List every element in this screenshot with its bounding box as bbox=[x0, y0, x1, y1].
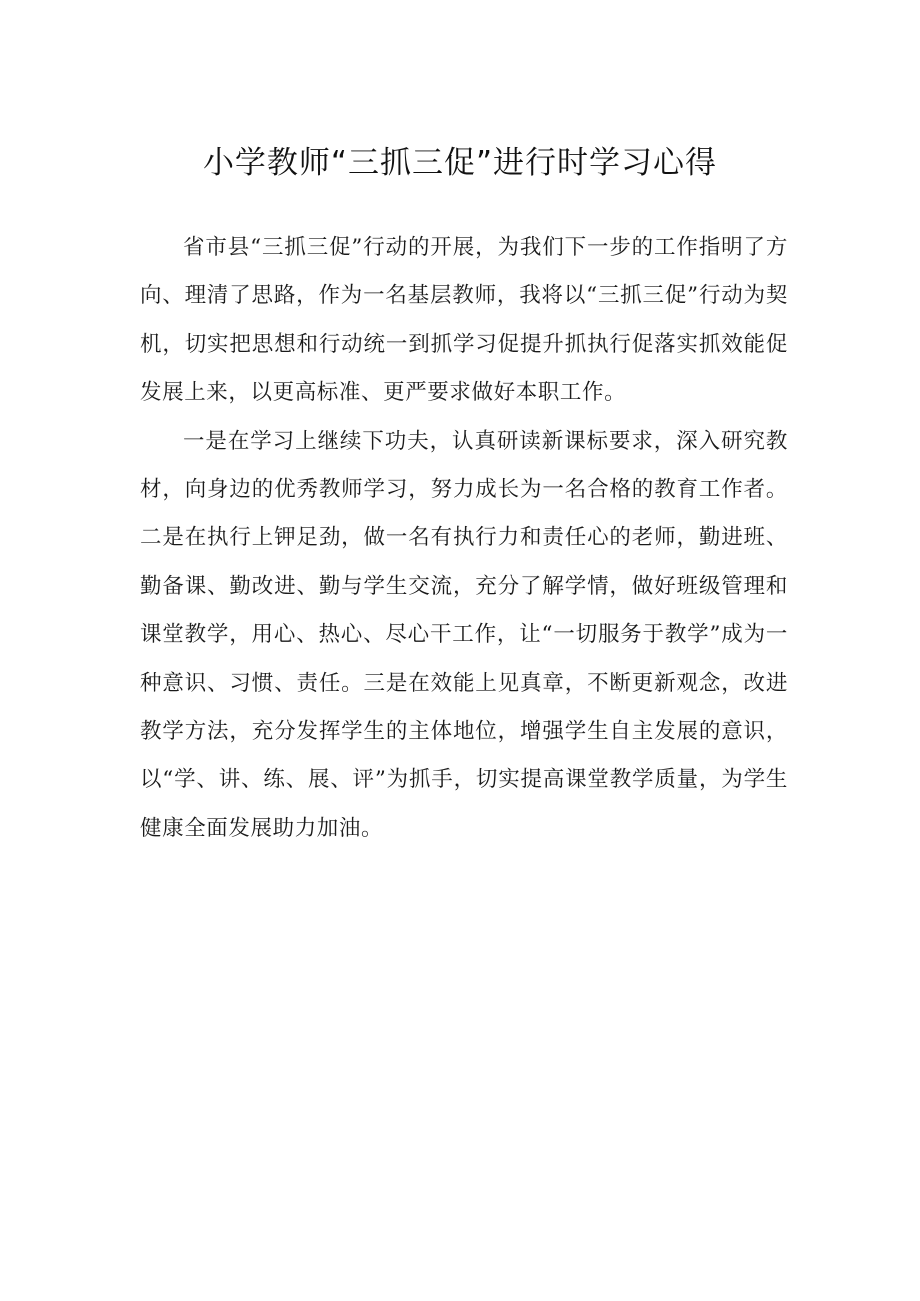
document-body bbox=[140, 224, 788, 853]
paragraph-intro: 省市县“三抓三促”行动的开展，为我们下一步的工作指明了方向、理清了思路，作为一名基层教师，我将以“三抓三促”行动为契机，切实把思想和行动统一到抓学习促提升抓执行促落实抓效能促发展上来，以更高标准、更严要求做好本职工作。 bbox=[140, 235, 788, 406]
paragraph-main: 一是在学习上继续下功夫，认真研读新课标要求，深入研究教材，向身边的优秀教师学习，努力成长为一名合格的教育工作者。二是在执行上钾足劲，做一名有执行力和责任心的老师，勤进班、勤备课、勤改进、勤与学生交流，充分了解学情，做好班级管理和课堂教学，用心、热心、尽心干工作，让“一切服务于教学”成为一种意识、习惯、责任。三是在效能上见真章，不断更新观念，改进教学方法，充分发挥学生的主体地位，增强学生自主发展的意识，以“学、讲、练、展、评”为抓手，切实提高课堂教学质量，为学生健康全面发展助力加油。 bbox=[140, 428, 788, 841]
document-title: 小学教师“三抓三促”进行时学习心得 bbox=[202, 145, 718, 181]
